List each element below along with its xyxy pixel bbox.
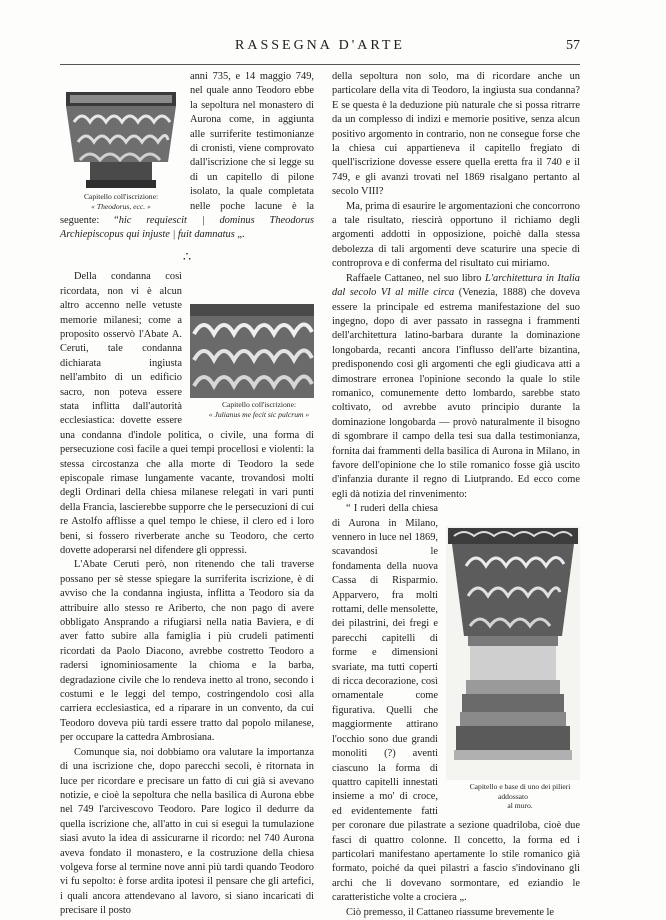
journal-title: RASSEGNA D'ARTE bbox=[235, 38, 405, 53]
figure-3-caption-line2: al muro. bbox=[507, 801, 533, 811]
paragraph-7: Raffaele Cattaneo, nel suo libro L'architettura in Italia dal secolo VI al mille circa (Venezia, 1888) che doveva essere la principale ed estrema manifestazione del suo ingegno, dopo di aver passato in rassegna i frammenti dell'architettura latino-barbara durante la dominazione longobarda, recanti ancora l'influsso dell'arte bizantina, predisponendo così gli argomenti che egli giudicava atti a dimostrare erronea l'opinione secondo la quale lo stile romanico, comunemente detto lombardo, sarebbe stato coltivato, od avrebbe avuto principio durante la dominazione longobarda — provò naturalmente il bisogno di sgombrare il campo della tesi sua dalla testimonianza, fornita dai frammenti della basilica di Aurona in Milano, in favore dell'opinione che lo stile romanico fosse già uscito d'infanzia durante il regno di Liutprando. Ed ecco come egli dà notizia del rinvenimento: bbox=[332, 272, 580, 500]
paragraph-3: L'Abate Ceruti però, non ritenendo che tali traverse possano per sè stesse spiegare la surriferita iscrizione, è di avviso che la condanna ingiusta, inflitta a Teodoro sia da attribuire allo stesso re Ariberto, che non pago di avere obbligato Ansprando a rifugiarsi nella natia Baviera, e di aver fatto subire alla famiglia i più crudeli patimenti ricordati da Paolo Diacono, avrebbe costretto Teodoro a radersi ignominiosamente la chioma e la barba, degradazione civile che lo rendeva inetto al trono, secondo i costumi e le leggi del tempo, costringendolo così alla carriera ecclesiastica, ed a riparare in un convento, da cui Teodoro doveva più tardi essere tratto dal popolo milanese, per occupare la cattedra Ambrosiana. bbox=[60, 559, 314, 744]
page-header bbox=[60, 34, 580, 58]
figure-1-caption-line2: « Theodorus, ecc. » bbox=[91, 201, 151, 211]
capital-theodorus-image bbox=[60, 92, 182, 190]
capital-base-image bbox=[446, 526, 580, 780]
figure-1-caption bbox=[60, 192, 182, 211]
paragraph-5: della sepoltura non solo, ma di ricordare anche un particolare della vita di Teodoro, la ingiusta sua condanna? E se questa è la deduzione più naturale che si possa ritrarre da un complesso di indizi e memorie positive, senza alcun positivo argomento in contrario, non ne consegue forse che la chiesa cui appartieneva il capitello fregiato di quell'iscrizione dovesse essere quella eretta fra il 740 e il 749, e gli avanzi trovati nel 1869 risalgano pertanto al secolo VIII? bbox=[332, 71, 580, 198]
section-separator: ∴ bbox=[182, 248, 192, 264]
figure-3-caption bbox=[446, 782, 580, 811]
paragraph-4: Comunque sia, noi dobbiamo ora valutare la importanza di una iscrizione che, dopo parecchi secoli, è ritornata in luce per ricordare e precisare un fatto di cui già si avevano notizie, e cioè la sepoltura che nella basilica di Aurona ebbe nel 749 l'arcivescovo Teodoro. Pare logico il dedurre da quella iscrizione che, all'atto in cui si eseguì la tumulazione siasi avuto la idea di assicurarne il ricordo: nel 740 Aurona aveva fondato il monastero, e la costruzione della chiesa volgeva forse al termine nove anni più tardi quando Teodoro vi fu sepolto: è forse ardita ipotesi il pensare che gli artefici, i quali ancora attendevano al lavoro, si siano incaricati di precisare il posto bbox=[60, 746, 314, 917]
figure-3-caption-line1: Capitello e base di uno dei pilieri addossato bbox=[469, 782, 571, 801]
paragraph-1: anni 735, e 14 maggio 749, nel quale anno Teodoro ebbe la sepoltura nel monastero di Aurona come, in aggiunta alle surriferite testimonianze di cronisti, viene comprovato dall'iscrizione che si legge su di un capitello di pilone isolato, la quale completata nelle poche lacune è la seguente: “hic requiescit | dominus Theodorus Archiepiscopus qui injuste | fuit damnatus „. bbox=[60, 71, 314, 241]
quotation: Capitello e base di uno dei pilieri addossato al muro. “ I ruderi della chiesa di Aurona in Milano, vennero in luce nel 1869, scavandosi le fondamenta della nuova Cassa di Risparmio. Apparvero, fra molti rottami, delle mensolette, dei pilastrini, dei fregi e parecchi capitelli di forme e dimensioni svariate, ma tutti coperti di ricca decorazione, così ornamentale come figurativa. Quelli che maggiormente attirano l'occhio sono due grandi monoliti (?) aventi ciascuno la forma di quattro capitelli innestati insieme a mo' di croce, ed evidentemente fatti per coronare due pilastrate a sezione quadriloba, cioè due fasci di quattro colonne. Il concetto, la forma ed i particolari manifestano apertamente lo stile romanico già formato, poiché da quei pilastri a fascio s'indovinano gli archi che li dovevano sormontare, ed eziandio le caratteristiche volte a crociera „. bbox=[332, 503, 580, 904]
left-column bbox=[60, 70, 314, 919]
figure-capital-julianus bbox=[190, 304, 314, 419]
capital-julianus-image bbox=[190, 304, 314, 398]
header-rule bbox=[60, 64, 580, 65]
page-number: 57 bbox=[566, 38, 580, 53]
right-column bbox=[332, 70, 580, 920]
figure-2-caption-line2: « Julianus me fecit sic pulcrum » bbox=[208, 409, 310, 419]
paragraph-2: Capitello coll'iscrizione: « Julianus me fecit sic pulcrum » Della condanna così ricordata, non vi è alcun altro accenno nelle vetuste memorie milanesi; come a proposito osservò l'Abate A. Ceruti, tale condanna dichiarata ingiusta nell'ambito di un edificio sacro, non poteva essere stata inflitta dall'autorità ecclesiastica: dovette essere una condanna d'indole politica, o civile, una forma di persecuzione così facile a quei tempi procellosi e violenti: la stessa circostanza che alla morte di Teodoro la sede episcopale rimase lungamente vacante, trovandosi molti degli Ordinari della chiesa milanese relegati in vari punti della Francia, lascierebbe supporre che le persecuzioni di cui re Astolfo afflisse a quel tempo le chiese, il clero ed i loro beni, si fossero riverberate anche su Teodoro, che certo dovette adoperarsi nel difendere gli oppressi. bbox=[60, 271, 314, 556]
paragraph-6: Ma, prima di esaurire le argomentazioni che concorrono a tale risultato, riescirà opportuno il richiamo degli argomenti addotti in opposizione, poichè dalla stessa debolezza di tali argomenti deve scaturire una specie di controprova e di conferma del risultato cui miriamo. bbox=[332, 200, 580, 270]
figure-2-caption-line1: Capitello coll'iscrizione: bbox=[221, 400, 297, 410]
figure-2-caption bbox=[190, 400, 314, 419]
figure-capital-theodorus bbox=[60, 92, 182, 211]
figure-capital-base bbox=[446, 526, 580, 811]
figure-1-caption-line1: Capitello coll'iscrizione: bbox=[83, 192, 159, 201]
paragraph-8: Ciò premesso, il Cattaneo riassume brevemente le bbox=[346, 906, 555, 918]
